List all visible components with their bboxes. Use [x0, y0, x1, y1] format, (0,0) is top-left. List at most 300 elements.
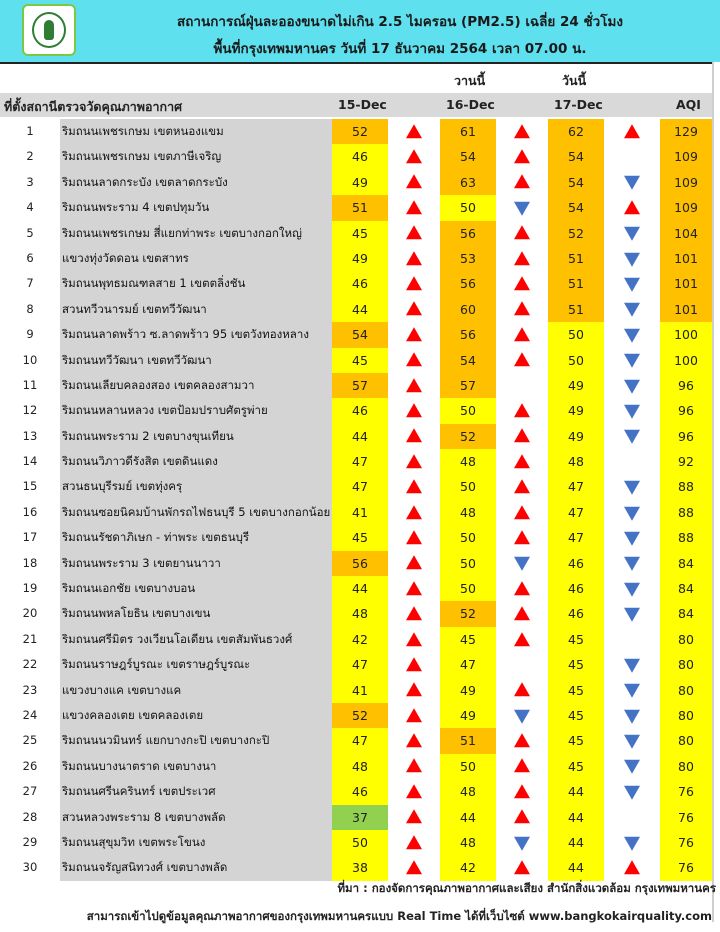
station-number: 2 — [26, 149, 34, 164]
pm25-day3: 49 — [548, 424, 604, 449]
station-number: 4 — [26, 200, 34, 215]
station-number: 27 — [22, 784, 38, 799]
station-name: ริมถนนพระราม 3 เขตยานนาวา — [60, 551, 332, 576]
up-arrow-icon — [406, 581, 422, 595]
up-arrow-icon — [406, 556, 422, 570]
station-name: สวนธนบุรีรมย์ เขตทุ่งครุ — [60, 474, 332, 499]
trend-day2 — [496, 170, 548, 195]
up-arrow-icon — [514, 606, 530, 620]
pm25-day1: 45 — [332, 525, 388, 550]
pm25-day3: 49 — [548, 398, 604, 423]
table-row — [0, 322, 712, 347]
down-arrow-icon — [624, 379, 640, 393]
up-arrow-icon — [406, 683, 422, 697]
down-arrow-icon — [624, 532, 640, 546]
pm25-day3: 50 — [548, 322, 604, 347]
table-row — [0, 195, 712, 220]
aqi-value: 76 — [660, 779, 712, 804]
down-arrow-icon — [624, 506, 640, 520]
trend-day2 — [496, 373, 548, 398]
up-arrow-icon — [406, 759, 422, 773]
table-row — [0, 652, 712, 677]
up-arrow-icon — [514, 353, 530, 367]
table-row — [0, 779, 712, 804]
table-row — [0, 703, 712, 728]
pm25-day2: 52 — [440, 601, 496, 626]
station-number: 8 — [26, 301, 34, 316]
table-header — [0, 93, 712, 117]
up-arrow-icon — [624, 860, 640, 874]
station-name: ริมถนนพระราม 2 เขตบางขุนเทียน — [60, 424, 332, 449]
pm25-day3: 47 — [548, 500, 604, 525]
table-row — [0, 830, 712, 855]
pm25-day1: 54 — [332, 322, 388, 347]
day3-column-header: 17-Dec — [554, 97, 603, 112]
trend-day1 — [388, 348, 440, 373]
down-arrow-icon — [624, 303, 640, 317]
station-name: ริมถนนบางนาตราด เขตบางนา — [60, 754, 332, 779]
trend-day2 — [496, 424, 548, 449]
trend-day2 — [496, 271, 548, 296]
up-arrow-icon — [514, 403, 530, 417]
report-title: สถานการณ์ฝุ่นละอองขนาดไม่เกิน 2.5 ไมครอน (PM2.5) เฉลี่ย 24 ชั่วโมง — [176, 14, 623, 30]
right-border — [712, 62, 714, 922]
station-number: 15 — [22, 479, 38, 494]
pm25-day3: 54 — [548, 170, 604, 195]
pm25-day3: 54 — [548, 195, 604, 220]
trend-day1 — [388, 830, 440, 855]
trend-day3 — [604, 144, 660, 169]
header-divider — [0, 62, 712, 64]
trend-day2 — [496, 728, 548, 753]
up-arrow-icon — [514, 429, 530, 443]
pm25-day2: 54 — [440, 144, 496, 169]
table-row — [0, 576, 712, 601]
trend-day2 — [496, 627, 548, 652]
table-row — [0, 678, 712, 703]
up-arrow-icon — [406, 124, 422, 138]
pm25-day1: 44 — [332, 297, 388, 322]
trend-day1 — [388, 271, 440, 296]
pm25-day2: 48 — [440, 449, 496, 474]
trend-day3 — [604, 373, 660, 398]
pm25-day1: 41 — [332, 678, 388, 703]
table-row — [0, 398, 712, 423]
pm25-day1: 47 — [332, 728, 388, 753]
trend-day3 — [604, 449, 660, 474]
down-arrow-icon — [624, 227, 640, 241]
station-name: ริมถนนลาดพร้าว ซ.ลาดพร้าว 95 เขตวังทองหลาง — [60, 322, 332, 347]
station-name: ริมถนนจรัญสนิทวงศ์ เขตบางพลัด — [60, 855, 332, 880]
pm25-day2: 44 — [440, 805, 496, 830]
table-row — [0, 728, 712, 753]
table-row — [0, 627, 712, 652]
station-number: 16 — [22, 504, 38, 519]
station-name: ริมถนนทวีวัฒนา เขตทวีวัฒนา — [60, 348, 332, 373]
aqi-value: 100 — [660, 348, 712, 373]
station-number: 17 — [22, 530, 38, 545]
pm25-day2: 57 — [440, 373, 496, 398]
down-arrow-icon — [624, 760, 640, 774]
up-arrow-icon — [406, 454, 422, 468]
station-name: ริมถนนลาดกระบัง เขตลาดกระบัง — [60, 170, 332, 195]
station-number: 10 — [22, 352, 38, 367]
pm25-day2: 49 — [440, 703, 496, 728]
station-number: 14 — [22, 454, 38, 469]
down-arrow-icon — [624, 252, 640, 266]
pm25-day1: 50 — [332, 830, 388, 855]
trend-day2 — [496, 246, 548, 271]
trend-day3 — [604, 398, 660, 423]
trend-day3 — [604, 525, 660, 550]
up-arrow-icon — [514, 175, 530, 189]
pm25-day1: 51 — [332, 195, 388, 220]
up-arrow-icon — [406, 530, 422, 544]
up-arrow-icon — [406, 276, 422, 290]
pm25-day3: 49 — [548, 373, 604, 398]
pm25-day1: 56 — [332, 551, 388, 576]
pm25-day2: 56 — [440, 271, 496, 296]
table-row — [0, 754, 712, 779]
aqi-value: 76 — [660, 830, 712, 855]
trend-day1 — [388, 754, 440, 779]
up-arrow-icon — [514, 276, 530, 290]
down-arrow-icon — [624, 405, 640, 419]
pm25-day2: 56 — [440, 221, 496, 246]
trend-day1 — [388, 576, 440, 601]
station-number: 19 — [22, 581, 38, 596]
up-arrow-icon — [406, 226, 422, 240]
station-number: 3 — [26, 174, 34, 189]
down-arrow-icon — [624, 430, 640, 444]
up-arrow-icon — [514, 124, 530, 138]
table-row — [0, 855, 712, 880]
pm25-day3: 51 — [548, 246, 604, 271]
pm25-day2: 50 — [440, 474, 496, 499]
aqi-value: 80 — [660, 728, 712, 753]
table-row — [0, 246, 712, 271]
table-row — [0, 144, 712, 169]
pm25-day3: 46 — [548, 601, 604, 626]
station-number: 12 — [22, 403, 38, 418]
pm25-day2: 45 — [440, 627, 496, 652]
up-arrow-icon — [406, 784, 422, 798]
trend-day1 — [388, 424, 440, 449]
pm25-day3: 50 — [548, 348, 604, 373]
aqi-value: 92 — [660, 449, 712, 474]
trend-day3 — [604, 297, 660, 322]
aqi-value: 76 — [660, 805, 712, 830]
trend-day1 — [388, 652, 440, 677]
station-name: ริมถนนเพชรเกษม สี่แยกท่าพระ เขตบางกอกใหญ่ — [60, 221, 332, 246]
up-arrow-icon — [514, 784, 530, 798]
pm25-day1: 49 — [332, 170, 388, 195]
station-number: 13 — [22, 428, 38, 443]
pm25-day2: 50 — [440, 576, 496, 601]
pm25-day3: 47 — [548, 525, 604, 550]
pm25-day3: 45 — [548, 652, 604, 677]
aqi-value: 96 — [660, 398, 712, 423]
station-name: ริมถนนเพชรเกษม เขตหนองแขม — [60, 119, 332, 144]
up-arrow-icon — [514, 632, 530, 646]
station-number: 23 — [22, 682, 38, 697]
trend-day2 — [496, 525, 548, 550]
station-name: ริมถนนเอกชัย เขตบางบอน — [60, 576, 332, 601]
station-number: 29 — [22, 834, 38, 849]
station-number: 9 — [26, 327, 34, 342]
down-arrow-icon — [624, 557, 640, 571]
station-number: 5 — [26, 225, 34, 240]
station-name: ริมถนนศรีนครินทร์ เขตประเวศ — [60, 779, 332, 804]
pm25-day1: 46 — [332, 398, 388, 423]
pm25-day2: 47 — [440, 652, 496, 677]
aqi-value: 88 — [660, 474, 712, 499]
trend-day2 — [496, 119, 548, 144]
aqi-value: 80 — [660, 627, 712, 652]
pm25-day1: 37 — [332, 805, 388, 830]
trend-day2 — [496, 195, 548, 220]
pm25-day1: 48 — [332, 754, 388, 779]
pm25-day3: 46 — [548, 576, 604, 601]
aqi-value: 88 — [660, 500, 712, 525]
pm25-day2: 50 — [440, 398, 496, 423]
trend-day1 — [388, 703, 440, 728]
trend-day1 — [388, 170, 440, 195]
up-arrow-icon — [406, 708, 422, 722]
pm25-day1: 44 — [332, 424, 388, 449]
trend-day2 — [496, 678, 548, 703]
station-name: ริมถนนพระราม 4 เขตปทุมวัน — [60, 195, 332, 220]
trend-day1 — [388, 601, 440, 626]
pm25-day2: 53 — [440, 246, 496, 271]
trend-day1 — [388, 449, 440, 474]
up-arrow-icon — [514, 683, 530, 697]
station-number: 26 — [22, 758, 38, 773]
pm25-day3: 51 — [548, 271, 604, 296]
source-note: ที่มา : กองจัดการคุณภาพอากาศและเสียง สำนักสิ่งแวดล้อม กรุงเทพมหานคร — [337, 881, 716, 895]
down-arrow-icon — [514, 709, 530, 723]
trend-day2 — [496, 297, 548, 322]
aqi-value: 84 — [660, 551, 712, 576]
station-number: 18 — [22, 555, 38, 570]
pm25-day1: 45 — [332, 221, 388, 246]
trend-day1 — [388, 728, 440, 753]
trend-day1 — [388, 551, 440, 576]
down-arrow-icon — [624, 786, 640, 800]
down-arrow-icon — [624, 659, 640, 673]
trend-day3 — [604, 830, 660, 855]
pm25-day3: 44 — [548, 855, 604, 880]
aqi-value: 101 — [660, 297, 712, 322]
trend-day3 — [604, 703, 660, 728]
trend-day3 — [604, 322, 660, 347]
yesterday-label: วานนี้ — [454, 73, 486, 88]
up-arrow-icon — [406, 657, 422, 671]
trend-day3 — [604, 678, 660, 703]
day2-column-header: 16-Dec — [446, 97, 495, 112]
pm25-day2: 61 — [440, 119, 496, 144]
pm25-day3: 44 — [548, 779, 604, 804]
table-row — [0, 271, 712, 296]
pm25-day1: 45 — [332, 348, 388, 373]
up-arrow-icon — [514, 149, 530, 163]
up-arrow-icon — [406, 403, 422, 417]
trend-day3 — [604, 348, 660, 373]
trend-day1 — [388, 779, 440, 804]
station-name: ริมถนนศรีมิตร วงเวียนโอเดียน เขตสัมพันธวงศ์ — [60, 627, 332, 652]
trend-day3 — [604, 805, 660, 830]
trend-day1 — [388, 119, 440, 144]
aqi-value: 84 — [660, 601, 712, 626]
pm25-day3: 45 — [548, 754, 604, 779]
table-row — [0, 525, 712, 550]
trend-day3 — [604, 576, 660, 601]
aqi-value: 109 — [660, 144, 712, 169]
pm25-day1: 46 — [332, 271, 388, 296]
trend-day2 — [496, 500, 548, 525]
aqi-value: 109 — [660, 195, 712, 220]
up-arrow-icon — [406, 429, 422, 443]
aqi-value: 101 — [660, 271, 712, 296]
trend-day3 — [604, 195, 660, 220]
pm25-day2: 50 — [440, 754, 496, 779]
trend-day3 — [604, 271, 660, 296]
up-arrow-icon — [624, 200, 640, 214]
up-arrow-icon — [514, 581, 530, 595]
pm25-day3: 45 — [548, 678, 604, 703]
pm25-day1: 42 — [332, 627, 388, 652]
aqi-value: 100 — [660, 322, 712, 347]
trend-day2 — [496, 348, 548, 373]
trend-day1 — [388, 678, 440, 703]
down-arrow-icon — [624, 176, 640, 190]
trend-day1 — [388, 221, 440, 246]
trend-day3 — [604, 754, 660, 779]
up-arrow-icon — [514, 860, 530, 874]
trend-day2 — [496, 779, 548, 804]
down-arrow-icon — [624, 329, 640, 343]
trend-day2 — [496, 474, 548, 499]
trend-day2 — [496, 805, 548, 830]
station-number: 6 — [26, 250, 34, 265]
up-arrow-icon — [406, 606, 422, 620]
trend-day1 — [388, 474, 440, 499]
aqi-value: 88 — [660, 525, 712, 550]
pm25-day2: 49 — [440, 678, 496, 703]
up-arrow-icon — [406, 251, 422, 265]
table-row — [0, 805, 712, 830]
trend-day2 — [496, 652, 548, 677]
today-label: วันนี้ — [562, 73, 587, 88]
down-arrow-icon — [624, 354, 640, 368]
report-header — [0, 0, 720, 62]
down-arrow-icon — [624, 684, 640, 698]
station-number: 21 — [22, 631, 38, 646]
aqi-value: 96 — [660, 424, 712, 449]
aqi-value: 96 — [660, 373, 712, 398]
up-arrow-icon — [406, 200, 422, 214]
trend-day2 — [496, 830, 548, 855]
station-name: ริมถนนหลานหลวง เขตป้อมปราบศัตรูพ่าย — [60, 398, 332, 423]
up-arrow-icon — [514, 302, 530, 316]
aqi-value: 80 — [660, 703, 712, 728]
trend-day2 — [496, 449, 548, 474]
up-arrow-icon — [514, 810, 530, 824]
pm25-day3: 54 — [548, 144, 604, 169]
up-arrow-icon — [514, 327, 530, 341]
trend-day2 — [496, 322, 548, 347]
station-table — [0, 119, 712, 881]
up-arrow-icon — [514, 759, 530, 773]
station-name: ริมถนนวิภาวดีรังสิต เขตดินแดง — [60, 449, 332, 474]
trend-day2 — [496, 703, 548, 728]
trend-day1 — [388, 195, 440, 220]
down-arrow-icon — [624, 481, 640, 495]
station-number: 28 — [22, 809, 38, 824]
pm25-day3: 44 — [548, 805, 604, 830]
pm25-day3: 51 — [548, 297, 604, 322]
up-arrow-icon — [406, 835, 422, 849]
pm25-day2: 51 — [440, 728, 496, 753]
pm25-day1: 57 — [332, 373, 388, 398]
up-arrow-icon — [406, 810, 422, 824]
station-number: 24 — [22, 707, 38, 722]
pm25-day2: 42 — [440, 855, 496, 880]
trend-day3 — [604, 627, 660, 652]
station-number: 25 — [22, 733, 38, 748]
pm25-day1: 46 — [332, 779, 388, 804]
station-number: 22 — [22, 657, 38, 672]
down-arrow-icon — [624, 709, 640, 723]
table-row — [0, 551, 712, 576]
down-arrow-icon — [624, 582, 640, 596]
trend-day2 — [496, 398, 548, 423]
up-arrow-icon — [624, 124, 640, 138]
trend-day1 — [388, 246, 440, 271]
pm25-day2: 50 — [440, 551, 496, 576]
up-arrow-icon — [514, 733, 530, 747]
station-name: ริมถนนพหลโยธิน เขตบางเขน — [60, 601, 332, 626]
trend-day3 — [604, 119, 660, 144]
up-arrow-icon — [406, 149, 422, 163]
table-row — [0, 221, 712, 246]
aqi-value: 84 — [660, 576, 712, 601]
table-row — [0, 297, 712, 322]
report-subtitle: พื้นที่กรุงเทพมหานคร วันที่ 17 ธันวาคม 2564 เวลา 07.00 น. — [213, 41, 587, 57]
table-row — [0, 449, 712, 474]
pm25-day1: 46 — [332, 144, 388, 169]
pm25-day1: 47 — [332, 474, 388, 499]
trend-day1 — [388, 322, 440, 347]
up-arrow-icon — [406, 479, 422, 493]
up-arrow-icon — [406, 175, 422, 189]
up-arrow-icon — [406, 353, 422, 367]
station-name: ริมถนนซอยนิคมบ้านพักรถไฟธนบุรี 5 เขตบางกอกน้อย — [60, 500, 332, 525]
station-name: ริมถนนราษฎร์บูรณะ เขตราษฎร์บูรณะ — [60, 652, 332, 677]
up-arrow-icon — [514, 479, 530, 493]
down-arrow-icon — [624, 735, 640, 749]
pm25-day1: 47 — [332, 652, 388, 677]
trend-day3 — [604, 779, 660, 804]
aqi-value: 129 — [660, 119, 712, 144]
pm25-day2: 52 — [440, 424, 496, 449]
pm25-day2: 56 — [440, 322, 496, 347]
trend-day1 — [388, 805, 440, 830]
up-arrow-icon — [514, 454, 530, 468]
pm25-day3: 52 — [548, 221, 604, 246]
trend-day3 — [604, 246, 660, 271]
trend-day1 — [388, 525, 440, 550]
